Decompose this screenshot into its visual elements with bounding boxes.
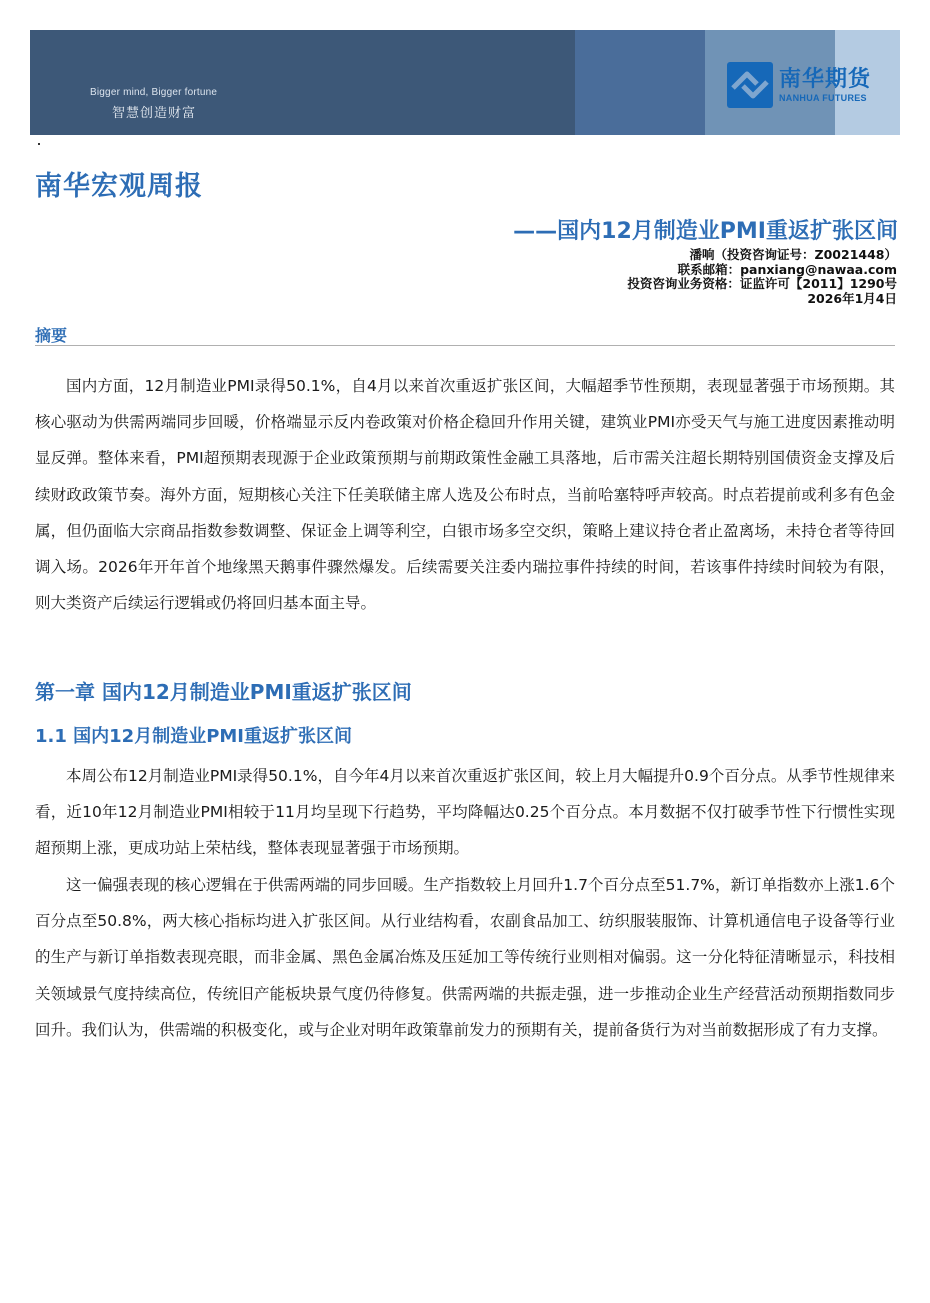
divider — [35, 345, 895, 346]
email-line: 联系邮箱：panxiang@nawaa.com — [677, 261, 897, 277]
report-subtitle: ——国内12月制造业PMI重返扩张区间 — [513, 219, 898, 244]
author-line: 潘响（投资咨询证号：Z0021448） — [689, 247, 897, 262]
report-title: 南华宏观周报 — [35, 171, 203, 202]
company-logo — [727, 62, 871, 108]
logo-chinese-name: 南华期货 — [779, 66, 872, 92]
logo-english-name: NANHUA FUTURES — [779, 92, 867, 103]
abstract-paragraph: 国内方面，12月制造业PMI录得50.1%，自4月以来首次重返扩张区间，大幅超季节性预期，表现显著强于市场预期。其核心驱动为供需两端同步回暖，价格端显示反内卷政策对价格企稳回升作用关键，建筑业PMI亦受天气与施工进度因素推动明显反弹。整体来看，PMI超预期表现源于企业政策预期与前期政策性金融工具落地，后市需关注超长期特别国债资金支撑及后续财政政策节奏。海外方面，短期核心关注下任美联储主席人选及公布时点，当前哈塞特呼声较高。时点若提前或利多有色金属，但仍面临大宗商品指数参数调整、保证金上调等利空，白银市场多空交织，策略上建议持仓者止盈离场，未持仓者等待回调入场。2026年开年首个地缘黑天鹅事件骤然爆发。后续需要关注委内瑞拉事件持续的时间，若该事件持续时间较为有限，则大类资产后续运行逻辑或仍将回归基本面主导。 — [35, 377, 895, 613]
body-paragraph: 本周公布12月制造业PMI录得50.1%，自今年4月以来首次重返扩张区间，较上月大幅提升0.9个百分点。从季节性规律来看，近10年12月制造业PMI相较于11月均呈现下行趋势，平均降幅达0.25个百分点。本月数据不仅打破季节性下行惯性实现超预期上涨，更成功站上荣枯线，整体表现显著强于市场预期。 — [35, 767, 895, 858]
banner-band-dark — [30, 30, 575, 135]
report-date: 2026年1月4日 — [807, 290, 897, 306]
body-paragraph: 这一偏强表现的核心逻辑在于供需两端的同步回暖。生产指数较上月回升1.7个百分点至51.7%，新订单指数亦上涨1.6个百分点至50.8%，两大核心指标均进入扩张区间。从行业结构看，农副食品加工、纺织服装服饰、计算机通信电子设备等行业的生产与新订单指数表现亮眼，而非金属、黑色金属冶炼及压延加工等传统行业则相对偏弱。这一分化特征清晰显示，科技相关领域景气度持续高位，传统旧产能板块景气度仍待修复。供需两端的共振走强，进一步推动企业生产经营活动预期指数同步回升。我们认为，供需端的积极变化，或与企业对明年政策靠前发力的预期有关，提前备货行为对当前数据形成了有力支撑。 — [35, 876, 895, 1039]
chapter-heading: 第一章 国内12月制造业PMI重返扩张区间 — [35, 680, 412, 704]
section-heading: 1.1 国内12月制造业PMI重返扩张区间 — [35, 726, 353, 747]
abstract-heading: 摘要 — [35, 326, 68, 345]
nanhua-logo-icon — [727, 62, 773, 108]
stray-dot — [38, 143, 40, 145]
author-info — [627, 248, 897, 306]
license-line: 投资咨询业务资格：证监许可【2011】1290号 — [627, 276, 897, 291]
slogan-chinese: 智慧创造财富 — [112, 106, 197, 121]
slogan-english: Bigger mind, Bigger fortune — [90, 87, 218, 98]
banner-band-mid — [575, 30, 705, 135]
